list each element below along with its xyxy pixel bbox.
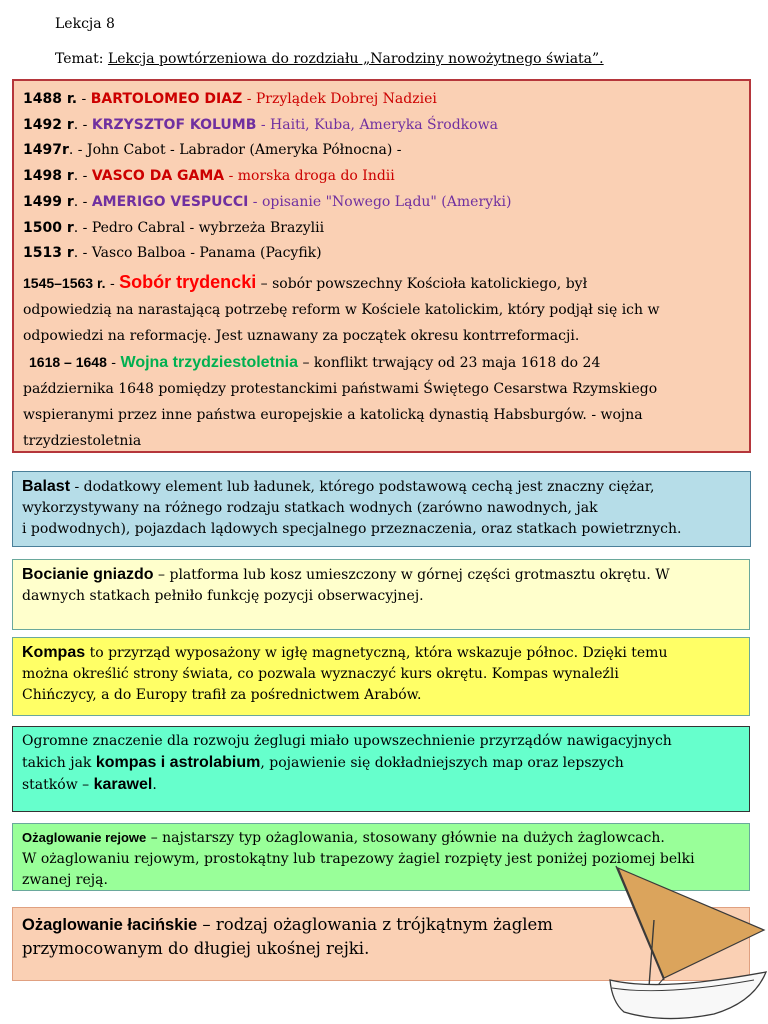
explorer-name: VASCO DA GAMA — [91, 168, 225, 185]
explorer-desc: - Labrador (Ameryka Północna) - — [165, 142, 402, 159]
rejowe-box: Ożaglowanie rejowe – najstarszy typ ożaglowania, stosowany głównie na dużych żaglowcach. W ożaglowaniu rejowym, prostokątny lub trapezowy żagiel rozpięty jest poniżej poziomej belki zwanej reją. — [12, 823, 750, 891]
balast-line: i podwodnych), pojazdach lądowych specjalnego przeznaczenia, oraz statkach powietrznych. — [22, 521, 682, 537]
sobor-year: 1545–1563 r. — [23, 274, 106, 291]
rejowe-term: Ożaglowanie rejowe — [22, 830, 147, 845]
wojna-line: wspieranymi przez inne państwa europejskie a katolicką dynastią Habsburgów. - wojna — [23, 406, 643, 423]
timeline-row: 1513 r. - Vasco Balboa - Panama (Pacyfik) — [23, 245, 322, 262]
timeline-row: 1498 r. - VASCO DA GAMA - morska droga do Indii — [23, 168, 395, 185]
bocianie-line: dawnych statkach pełniło funkcję pozycji obserwacyjnej. — [22, 588, 424, 604]
explorer-desc: - Przylądek Dobrej Nadziei — [242, 91, 437, 107]
sobor-entry: 1545–1563 r. - Sobór trydencki – sobór powszechny Kościoła katolickiego, był odpowiedzią na narastającą potrzebę reform w Kościele katolickim, który podjął się ich w odpowiedzi na reformację. Jest uznawany za początek okresu kontrreformacji. — [23, 269, 739, 349]
sobor-line: odpowiedzią na narastającą potrzebę reform w Kościele katolickim, który podjął się ich w — [23, 301, 660, 318]
lacinskie-line: przymocowanym do długiej ukośnej rejki. — [22, 939, 370, 958]
timeline-row: 1500 r. - Pedro Cabral - wybrzeża Brazylii — [23, 219, 325, 236]
topic-text: Lekcja powtórzeniowa do rozdziału „Narodziny nowożytnego świata”. — [107, 51, 604, 67]
explorer-desc: - Panama (Pacyfik) — [185, 245, 322, 262]
wojna-line: października 1648 pomiędzy protestanckimi państwami Świętego Cesarstwa Rzymskiego — [23, 380, 658, 397]
wojna-title: Wojna trzydziestoletnia — [120, 353, 299, 371]
explorer-desc: - opisanie "Nowego Lądu" (Ameryki) — [248, 193, 512, 210]
explorer-desc: - wybrzeża Brazylii — [185, 219, 325, 236]
navigation-box: Ogromne znaczenie dla rozwoju żeglugi miało upowszechnienie przyrządów nawigacyjnych takich jak kompas i astrolabium, pojawienie się dokładniejszych map oraz lepszych statków – karawel. — [12, 726, 750, 812]
sobor-line: odpowiedzi na reformację. Jest uznawany za początek okresu kontrreformacji. — [23, 327, 580, 344]
explorer-name: KRZYSZTOF KOLUMB — [91, 116, 257, 133]
explorer-name: Pedro Cabral — [91, 219, 185, 236]
lateen-sail-boat-illustration — [604, 862, 768, 1022]
wojna-entry: 1618 – 1648 - Wojna trzydziestoletnia – konflikt trwający od 23 maja 1618 do 24 października 1648 pomiędzy protestanckimi państwami Świętego Cesarstwa Rzymskiego wspieranymi przez inne państwa europejskie a katolicką dynastią Habsburgów. - wojna trzydziestoletnia — [23, 349, 739, 454]
timeline-row: 1499 r. - AMERIGO VESPUCCI - opisanie "Nowego Lądu" (Ameryki) — [23, 193, 512, 210]
balast-box: Balast - dodatkowy element lub ładunek, którego podstawową cechą jest znaczny ciężar, wykorzystywany na różnego rodzaju statkach wodnych (zarówno nawodnych, jak i podwodnych), pojazdach lądowych specjalnego przeznaczenia, oraz statkach powietrznych. — [12, 471, 751, 547]
timeline-year: 1498 r — [23, 168, 74, 185]
kompas-box: Kompas to przyrząd wyposażony w igłę magnetyczną, która wskazuje północ. Dzięki temu można określić strony świata, co pozwala wyznaczyć kurs okrętu. Kompas wynaleźli Chińczycy, a do Europy trafił za pośrednictwem Arabów. — [12, 637, 750, 716]
balast-term: Balast — [22, 478, 71, 495]
lesson-topic — [55, 51, 604, 67]
sobor-title: Sobór trydencki — [119, 271, 257, 292]
timeline-year: 1492 r — [23, 116, 74, 133]
explorer-desc: - morska droga do Indii — [224, 168, 395, 185]
rejowe-line: W ożaglowaniu rejowym, prostokątny lub trapezowy żagiel rozpięty jest poniżej poziomej belki — [22, 851, 695, 867]
timeline-year: 1513 r — [23, 245, 74, 262]
lesson-number: Lekcja 8 — [55, 16, 115, 32]
karawel-highlight: karawel — [93, 776, 153, 793]
bocianie-term: Bocianie gniazdo — [22, 566, 154, 583]
explorer-name: BARTOLOMEO DIAZ — [90, 91, 243, 107]
timeline-row: 1492 r. - KRZYSZTOF KOLUMB - Haiti, Kuba, Ameryka Środkowa — [23, 116, 498, 133]
balast-line: wykorzystywany na różnego rodzaju statkach wodnych (zarówno nawodnych, jak — [22, 500, 598, 516]
wojna-years: 1618 – 1648 — [29, 353, 107, 370]
kompas-line: Chińczycy, a do Europy trafił za pośrednictwem Arabów. — [22, 687, 422, 703]
timeline-box — [12, 79, 751, 453]
explorer-desc: - Haiti, Kuba, Ameryka Środkowa — [256, 116, 498, 133]
explorer-name: Vasco Balboa — [91, 245, 186, 262]
timeline-year: 1500 r — [23, 219, 74, 236]
wojna-line: trzydziestoletnia — [23, 432, 142, 449]
lacinskie-box: Ożaglowanie łacińskie – rodzaj ożaglowania z trójkątnym żaglem przymocowanym do długiej ukośnej rejki. — [12, 907, 750, 981]
bocianie-box: Bocianie gniazdo – platforma lub kosz umieszczony w górnej części grotmasztu okrętu. W dawnych statkach pełniło funkcję pozycji obserwacyjnej. — [12, 559, 750, 630]
topic-label: Temat: — [55, 51, 108, 67]
instruments-highlight: kompas i astrolabium — [95, 754, 261, 771]
navigation-line: Ogromne znaczenie dla rozwoju żeglugi miało upowszechnienie przyrządów nawigacyjnych — [22, 733, 672, 749]
explorer-name: John Cabot — [86, 142, 166, 159]
timeline-year: 1499 r — [23, 193, 74, 210]
timeline-year: 1488 r. — [23, 91, 78, 107]
kompas-term: Kompas — [22, 644, 86, 661]
boat-hull — [610, 972, 766, 1019]
lacinskie-term: Ożaglowanie łacińskie — [22, 916, 198, 934]
kompas-line: można określić strony świata, co pozwala wyznaczyć kurs okrętu. Kompas wynaleźli — [22, 666, 619, 682]
timeline-row: 1488 r. - BARTOLOMEO DIAZ - Przylądek Dobrej Nadziei — [23, 91, 437, 107]
timeline-year: 1497r — [23, 142, 69, 159]
rejowe-line: zwanej reją. — [22, 872, 108, 888]
explorer-name: AMERIGO VESPUCCI — [91, 193, 249, 210]
timeline-row: 1497r. - John Cabot - Labrador (Ameryka Północna) - — [23, 142, 402, 159]
